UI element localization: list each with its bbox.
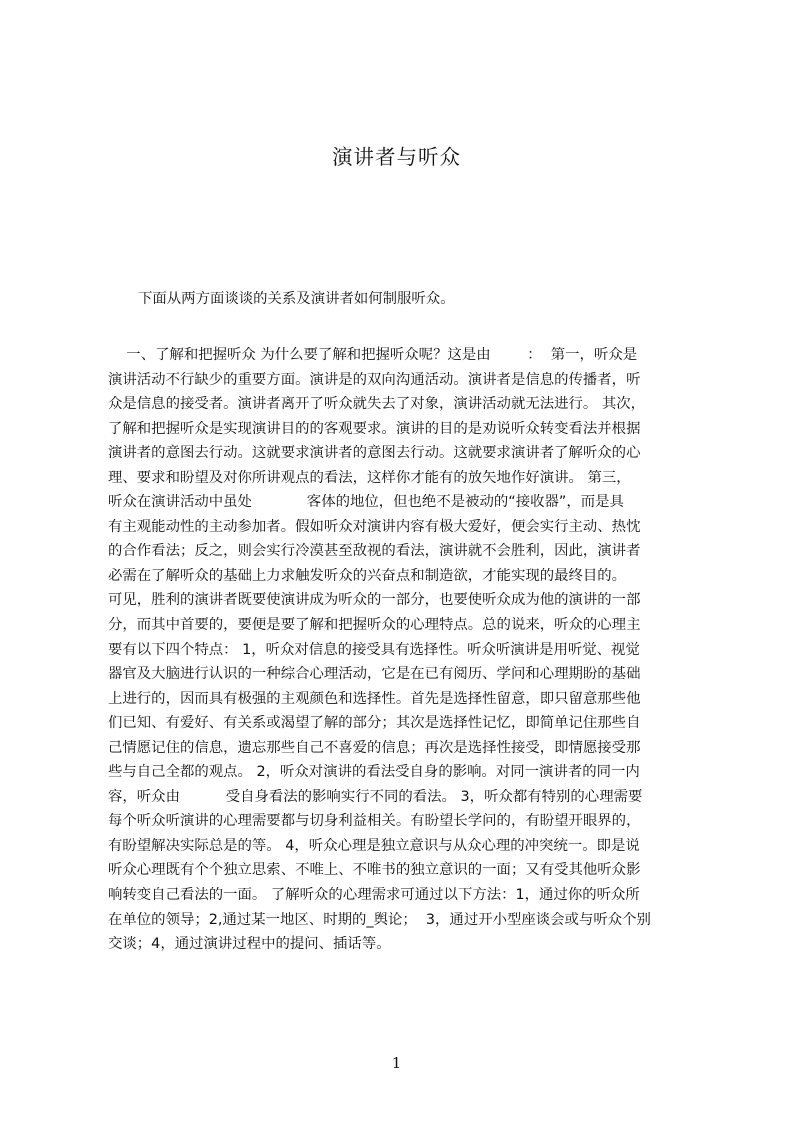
body-line: 在单位的领导；2,通过某一地区、时期的_舆论； 3，通过开小型座谈会或与听众个别 [108, 911, 651, 928]
body-line: 听众心理既有个个独立思索、不唯上、不唯书的独立意识的一面；又有受其他听众影 [108, 862, 641, 879]
body-line: 可见，胜利的演讲者既要使演讲成为听众的一部分，也要使听众成为他的演讲的一部 [108, 592, 641, 609]
body-line: 一、了解和把握听众 为什么要了解和把握听众呢？这是由 ： 第一，听众是 [108, 347, 638, 363]
body-line: 必需在了解听众的基础上力求触发听众的兴奋点和制造欲，才能实现的最终目的。 [108, 567, 627, 584]
body-line: 演讲活动不行缺少的重要方面。演讲是的双向沟通活动。演讲者是信息的传播者，听 [108, 371, 641, 388]
body-line: 容，听众由 受自身看法的影响实行不同的看法。 3，听众都有特别的心理需要 [108, 788, 643, 805]
body-line: 众是信息的接受者。演讲者离开了听众就失去了对象，演讲活动就无法进行。 其次， [108, 396, 646, 413]
body-line: 理、要求和盼望及对你所讲观点的看法，这样你才能有的放矢地作好演讲。 第三， [108, 469, 631, 486]
body-line: 们已知、有爱好、有关系或渴望了解的部分；其次是选择性记忆，即简单记住那些自 [108, 715, 641, 732]
document-title: 演讲者与听众 [332, 145, 461, 169]
body-line: 器官及大脑进行认识的一种综合心理活动，它是在已有阅历、学问和心理期盼的基础 [108, 666, 641, 683]
body-line: 些与自己全都的观点。 2，听众对演讲的看法受自身的影响。对同一演讲者的同一内 [108, 764, 640, 781]
body-line: 每个听众听演讲的心理需要都与切身利益相关。有盼望长学问的，有盼望开眼界的， [108, 813, 641, 830]
body-line: 上进行的，因而具有极强的主观颜色和选择性。首先是选择性留意，即只留意那些他 [108, 690, 641, 707]
body-line: 的合作看法；反之，则会实行冷漠甚至敌视的看法，演讲就不会胜利，因此，演讲者 [108, 543, 641, 560]
body-line: 分，而其中首要的，要便是要了解和把握听众的心理特点。总的说来，听众的心理主 [108, 617, 641, 634]
intro-paragraph: 下面从两方面谈谈的关系及演讲者如何制服听众。 [138, 291, 455, 307]
body-line: 要有以下四个特点： 1，听众对信息的接受具有选择性。听众听演讲是用听觉、视觉 [108, 641, 640, 658]
body-line: 交谈；4，通过演讲过程中的提问、插话等。 [108, 936, 391, 953]
body-line: 己情愿记住的信息，遗忘那些自己不喜爱的信息；再次是选择性接受，即情愿接受那 [108, 739, 641, 756]
body-line: 演讲者的意图去行动。这就要求演讲者的意图去行动。这就要求演讲者了解听众的心 [108, 445, 641, 462]
body-line: 有盼望解决实际总是的等。 4，听众心理是独立意识与从众心理的冲突统一。即是说 [108, 837, 640, 854]
body-line: 听众在演讲活动中虽处 客体的地位，但也绝不是被动的“接收器”，而是具 [108, 494, 624, 511]
body-line: 响转变自己看法的一面。 了解听众的心理需求可通过以下方法：1，通过你的听众所 [108, 887, 640, 904]
page-number: 1 [391, 1054, 402, 1072]
body-line: 了解和把握听众是实现演讲目的的客观要求。演讲的目的是劝说听众转变看法并根据 [108, 420, 641, 437]
body-text [108, 343, 698, 1013]
body-line: 有主观能动性的主动参加者。假如听众对演讲内容有极大爱好，便会实行主动、热忱 [108, 518, 641, 535]
